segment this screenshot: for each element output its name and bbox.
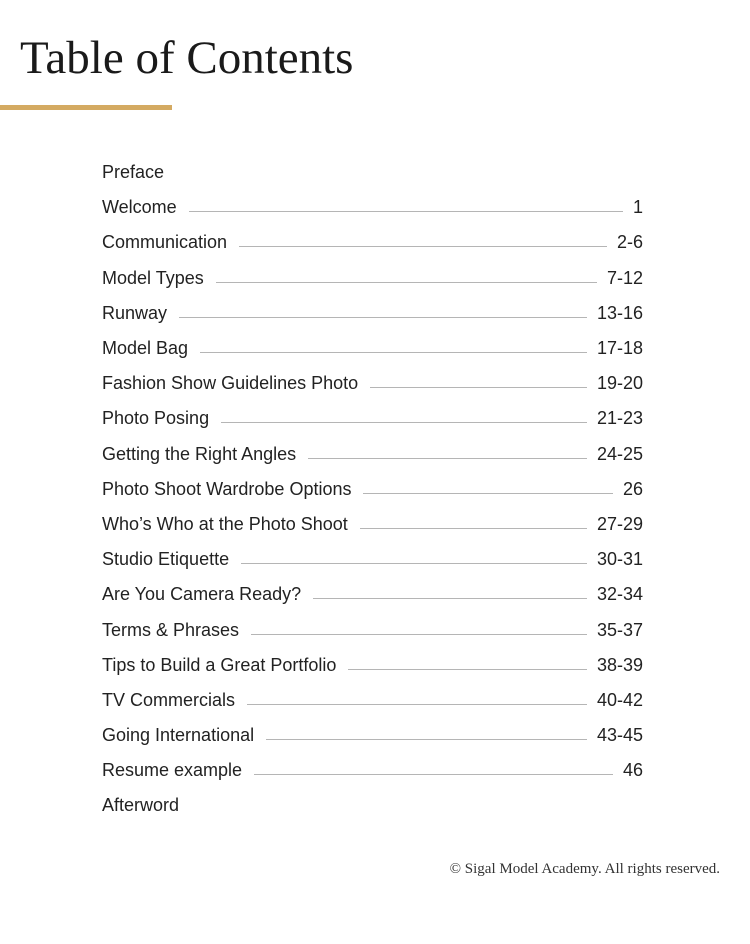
copyright-footer: © Sigal Model Academy. All rights reserved. bbox=[449, 861, 720, 877]
toc-leader-line bbox=[266, 739, 587, 740]
toc-entry-page: 32-34 bbox=[596, 584, 643, 605]
toc-leader-line bbox=[254, 774, 613, 775]
toc-entry-label: Model Types bbox=[102, 267, 204, 288]
toc-entry-page: 26 bbox=[622, 478, 643, 499]
toc-entry-label: Fashion Show Guidelines Photo bbox=[102, 373, 359, 394]
toc-entry[interactable] bbox=[102, 648, 643, 683]
toc-entry-page: 43-45 bbox=[596, 725, 643, 746]
toc-entry[interactable] bbox=[102, 718, 643, 753]
toc-entry[interactable] bbox=[102, 331, 643, 366]
toc-entry-label: Model Bag bbox=[102, 338, 189, 359]
toc-entry-label: Resume example bbox=[102, 760, 243, 781]
toc-leader-line bbox=[179, 317, 587, 318]
toc-leader-line bbox=[313, 598, 587, 599]
toc-leader-line bbox=[239, 246, 607, 247]
toc-entry-page: 35-37 bbox=[596, 619, 643, 640]
toc-entry[interactable] bbox=[102, 190, 643, 225]
toc-entry[interactable] bbox=[102, 542, 643, 577]
toc-entry-page: 27-29 bbox=[596, 513, 643, 534]
toc-leader-line bbox=[247, 704, 587, 705]
toc-entry-label: Welcome bbox=[102, 197, 177, 218]
toc-entry-label: Are You Camera Ready? bbox=[102, 584, 302, 605]
toc-leader-line bbox=[200, 352, 587, 353]
toc-entry-label: Getting the Right Angles bbox=[102, 443, 297, 464]
toc-entry[interactable] bbox=[102, 437, 643, 472]
toc-entry-page: 7-12 bbox=[606, 267, 643, 288]
toc-entry-label: Runway bbox=[102, 302, 168, 323]
toc-leader-line bbox=[348, 669, 587, 670]
toc-entry[interactable] bbox=[102, 225, 643, 260]
toc-entry[interactable] bbox=[102, 788, 643, 823]
toc-leader-line bbox=[360, 528, 587, 529]
toc-entry[interactable] bbox=[102, 261, 643, 296]
toc-entry[interactable] bbox=[102, 296, 643, 331]
toc-entry-page: 1 bbox=[632, 197, 643, 218]
toc-entry-page: 17-18 bbox=[596, 338, 643, 359]
toc-entry[interactable] bbox=[102, 612, 643, 647]
toc-entry-label: TV Commercials bbox=[102, 689, 236, 710]
toc-entry-label: Tips to Build a Great Portfolio bbox=[102, 654, 337, 675]
toc-leader-line bbox=[308, 458, 587, 459]
toc-entry-label: Who’s Who at the Photo Shoot bbox=[102, 513, 348, 534]
toc-leader-line bbox=[221, 422, 587, 423]
toc-leader-line bbox=[241, 563, 587, 564]
toc-entry-label: Studio Etiquette bbox=[102, 549, 230, 570]
toc-entry-page: 21-23 bbox=[596, 408, 643, 429]
toc-entry-label: Preface bbox=[102, 162, 165, 183]
toc-entry-page: 46 bbox=[622, 760, 643, 781]
toc-entry[interactable] bbox=[102, 577, 643, 612]
toc-entry[interactable] bbox=[102, 472, 643, 507]
toc-entry-label: Terms & Phrases bbox=[102, 619, 240, 640]
toc-entry-page: 24-25 bbox=[596, 443, 643, 464]
toc-entry-label: Photo Posing bbox=[102, 408, 210, 429]
toc-entry[interactable] bbox=[102, 753, 643, 788]
page-title: Table of Contents bbox=[20, 32, 354, 84]
toc-entry-page: 38-39 bbox=[596, 654, 643, 675]
toc-entry[interactable] bbox=[102, 507, 643, 542]
toc-entry-page: 40-42 bbox=[596, 689, 643, 710]
toc-entry-page: 19-20 bbox=[596, 373, 643, 394]
toc-entry[interactable] bbox=[102, 683, 643, 718]
toc-entry-page: 2-6 bbox=[616, 232, 643, 253]
toc-leader-line bbox=[216, 282, 597, 283]
toc-entry-page: 13-16 bbox=[596, 302, 643, 323]
toc-list bbox=[102, 155, 643, 824]
toc-entry[interactable] bbox=[102, 366, 643, 401]
toc-entry-label: Afterword bbox=[102, 795, 180, 816]
title-accent-bar bbox=[0, 105, 172, 110]
toc-entry-label: Photo Shoot Wardrobe Options bbox=[102, 478, 352, 499]
toc-entry-label: Communication bbox=[102, 232, 228, 253]
toc-entry[interactable] bbox=[102, 155, 643, 190]
toc-leader-line bbox=[251, 634, 587, 635]
toc-entry-label: Going International bbox=[102, 725, 255, 746]
toc-leader-line bbox=[189, 211, 623, 212]
toc-leader-line bbox=[363, 493, 612, 494]
toc-entry-page: 30-31 bbox=[596, 549, 643, 570]
toc-entry[interactable] bbox=[102, 401, 643, 436]
toc-leader-line bbox=[370, 387, 587, 388]
